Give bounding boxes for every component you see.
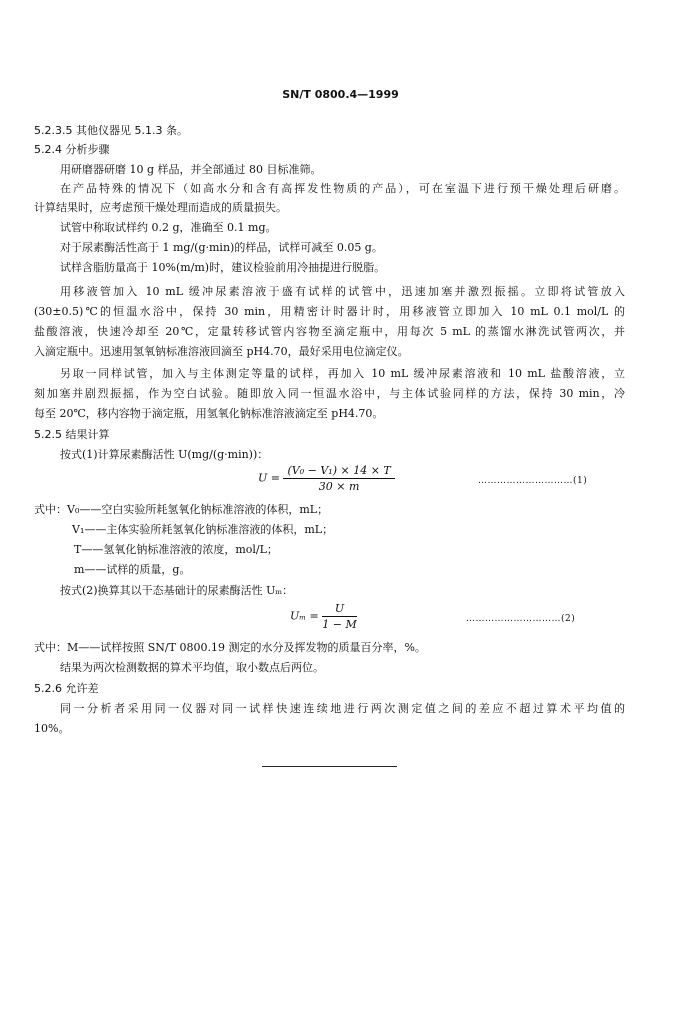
where-v1: V₁——主体实验所耗氢氧化钠标准溶液的体积，mL； <box>72 523 334 536</box>
formula-1 <box>258 464 395 493</box>
page-header: SN/T 0800.4—1999 <box>282 88 399 101</box>
formula2-numerator: U <box>322 602 356 617</box>
where-t: T——氢氧化钠标准溶液的浓度，mol/L； <box>74 543 278 556</box>
where-m: m——试样的质量，g。 <box>74 563 191 576</box>
paragraph-blank-line1-text: 另取一同样试管，加入与主体测定等量的试样，再加入 10 mL 缓冲尿素溶液和 10 mL 盐酸溶液，立 <box>60 367 625 380</box>
formula2-fraction <box>322 602 356 631</box>
paragraph-result: 结果为两次检测数据的算术平均值，取小数点后两位。 <box>60 661 324 674</box>
section-5-2-5-heading: 5.2.5 结果计算 <box>34 428 110 441</box>
paragraph-procedure-line3-text: 盐酸溶液，快速冷却至 20℃，定量转移试管内容物至滴定瓶中，用每次 5 mL 的蒸馏水淋洗试管两次，并 <box>34 325 625 338</box>
formula1-lhs: U = <box>258 471 280 485</box>
paragraph-procedure-line1 <box>60 285 625 299</box>
paragraph-fat: 试样含脂肪量高于 10%(m/m)时，建议检验前用冷抽提进行脱脂。 <box>60 261 386 274</box>
formula1-denominator: 30 × m <box>318 480 360 493</box>
paragraph-tolerance-line1 <box>60 702 625 716</box>
formula2-lhs: Uₘ = <box>290 609 319 623</box>
paragraph-procedure-line2-text: (30±0.5)℃的恒温水浴中，保持 30 min，用精密计时器计时，用移液管立即加入 10 mL 0.1 mol/L 的 <box>34 305 625 318</box>
where-moisture: 式中：M——试样按照 SN/T 0800.19 测定的水分及挥发物的质量百分率，%。 <box>34 641 426 654</box>
paragraph-weighing: 试管中称取试样约 0.2 g，准确至 0.1 mg。 <box>60 221 277 234</box>
formula1-intro: 按式(1)计算尿素酶活性 U(mg/(g·min))： <box>60 448 269 461</box>
section-5-2-4-heading: 5.2.4 分析步骤 <box>34 143 110 156</box>
paragraph-procedure-line4: 入滴定瓶中。迅速用氢氧钠标准溶液回滴至 pH4.70，最好采用电位滴定仪。 <box>34 345 409 358</box>
where-v0: 式中：V₀——空白实验所耗氢氧化钠标准溶液的体积，mL； <box>34 503 329 516</box>
paragraph-high-activity: 对于尿素酶活性高于 1 mg/(g·min)的样品，试样可减至 0.05 g。 <box>60 241 383 254</box>
formula2-number: …………………………(2) <box>466 614 576 624</box>
paragraph-predry-line1 <box>60 182 625 196</box>
formula1-number: …………………………(1) <box>478 476 588 486</box>
section-5-2-3-5: 5.2.3.5 其他仪器见 5.1.3 条。 <box>34 124 188 137</box>
formula2-intro: 按式(2)换算其以干态基础计的尿素酶活性 Uₘ： <box>60 584 294 597</box>
section-5-2-6-heading: 5.2.6 允许差 <box>34 682 99 695</box>
formula1-numerator: (V₀ − V₁) × 14 × T <box>283 464 394 479</box>
formula-2 <box>290 602 357 631</box>
formula2-denominator: 1 − M <box>322 618 357 631</box>
formula1-fraction <box>283 464 394 493</box>
paragraph-predry-line1-text: 在产品特殊的情况下（如高水分和含有高挥发性物质的产品），可在室温下进行预干燥处理后研磨。 <box>60 182 625 195</box>
paragraph-blank-line2 <box>34 387 625 401</box>
paragraph-blank-line1 <box>60 367 625 381</box>
paragraph-blank-line2-text: 刻加塞并剧烈振摇，作为空白试验。随即放入同一恒温水浴中，与主体试验同样的方法，保持 30 min，冷 <box>34 387 625 400</box>
paragraph-tolerance-line1-text: 同一分析者采用同一仪器对同一试样快速连续地进行两次测定值之间的差应不超过算术平均值的 <box>60 702 625 715</box>
paragraph-procedure-line2 <box>34 305 625 319</box>
paragraph-procedure-line1-text: 用移液管加入 10 mL 缓冲尿素溶液于盛有试样的试管中，迅速加塞并激烈振摇。立即将试管放入 <box>60 285 625 298</box>
end-rule <box>262 766 397 767</box>
paragraph-predry-line2: 计算结果时，应考虑预干燥处理而造成的质量损失。 <box>34 201 287 214</box>
paragraph-grinding: 用研磨器研磨 10 g 样品，并全部通过 80 目标准筛。 <box>60 163 322 176</box>
paragraph-procedure-line3 <box>34 325 625 339</box>
paragraph-blank-line3: 每至 20℃，移内容物于滴定瓶，用氢氧化钠标准溶液滴定至 pH4.70。 <box>34 407 384 420</box>
paragraph-tolerance-line2: 10%。 <box>34 722 70 735</box>
